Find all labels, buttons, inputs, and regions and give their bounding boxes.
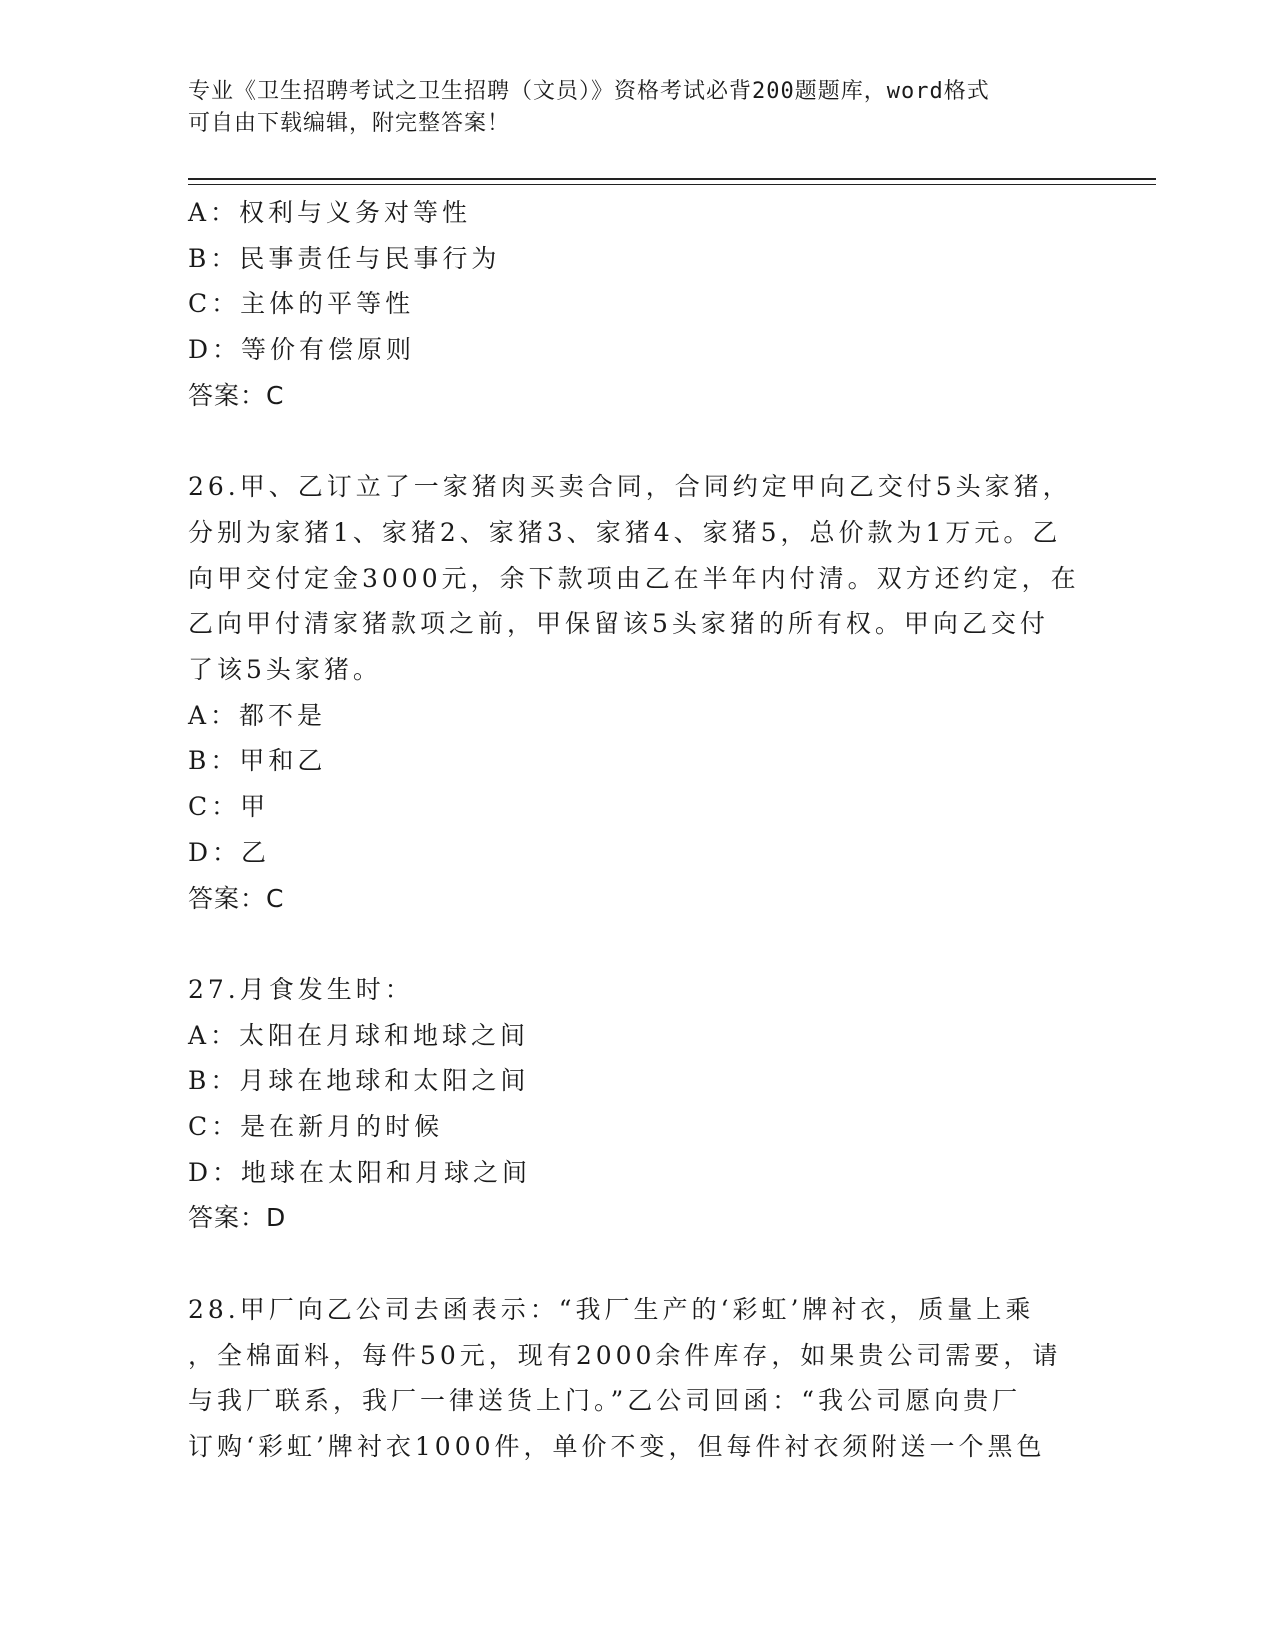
- question-stem-line: 与我厂联系，我厂一律送货上门。”乙公司回函：“我公司愿向贵厂: [188, 1386, 1022, 1416]
- question-stem-line: 向甲交付定金3000元，余下款项由乙在半年内付清。双方还约定，在: [188, 563, 1080, 593]
- option-d: D：等价有偿原则: [188, 335, 416, 365]
- question-content: [188, 190, 1088, 1470]
- header-line: 可自由下载编辑，附完整答案！: [188, 111, 511, 136]
- question-stem-line: 乙向甲付清家猪款项之前，甲保留该5头家猪的所有权。甲向乙交付: [188, 609, 1049, 639]
- answer-line: 答案：D: [188, 1203, 287, 1233]
- answer-line: 答案：C: [188, 380, 285, 410]
- question-stem-line: 分别为家猪1、家猪2、家猪3、家猪4、家猪5，总价款为1万元。乙: [188, 517, 1062, 547]
- option-a: A：权利与义务对等性: [188, 198, 472, 227]
- answer-line: 答案：C: [188, 883, 285, 913]
- question-27: [188, 967, 1088, 1241]
- header-divider-thick: [188, 178, 1156, 180]
- option-a: A：太阳在月球和地球之间: [188, 1020, 530, 1050]
- question-stem-line: ，全棉面料，每件50元，现有2000余件库存，如果贵公司需要，请: [188, 1340, 1062, 1370]
- option-c: C：甲: [188, 792, 270, 822]
- question-stem-line: 订购‘彩虹’牌衬衣1000件，单价不变，但每件衬衣须附送一个黑色: [188, 1431, 1046, 1461]
- option-c: C：主体的平等性: [188, 289, 415, 319]
- document-header: [188, 76, 1088, 140]
- option-b: B：民事责任与民事行为: [188, 243, 501, 273]
- option-b: B：月球在地球和太阳之间: [188, 1066, 530, 1096]
- option-d: D：地球在太阳和月球之间: [188, 1157, 532, 1187]
- option-b: B：甲和乙: [188, 746, 327, 776]
- option-d: D：乙: [188, 837, 271, 867]
- option-c: C：是在新月的时候: [188, 1112, 444, 1142]
- question-stem-line: 了该5头家猪。: [188, 655, 382, 685]
- header-divider-thin: [188, 184, 1156, 185]
- question-28: [188, 1287, 1088, 1470]
- question-stem-line: 26.甲、乙订立了一家猪肉买卖合同，合同约定甲向乙交付5头家猪，: [188, 472, 1072, 502]
- question-26: [188, 464, 1088, 921]
- question-25-tail: [188, 190, 1088, 419]
- question-stem-line: 27.月食发生时：: [188, 974, 414, 1004]
- header-line: 专业《卫生招聘考试之卫生招聘（文员）》资格考试必背200题题库，word格式: [188, 79, 990, 104]
- question-stem-line: 28.甲厂向乙公司去函表示：“我厂生产的‘彩虹’牌衬衣，质量上乘: [188, 1294, 1035, 1324]
- option-a: A：都不是: [188, 700, 327, 730]
